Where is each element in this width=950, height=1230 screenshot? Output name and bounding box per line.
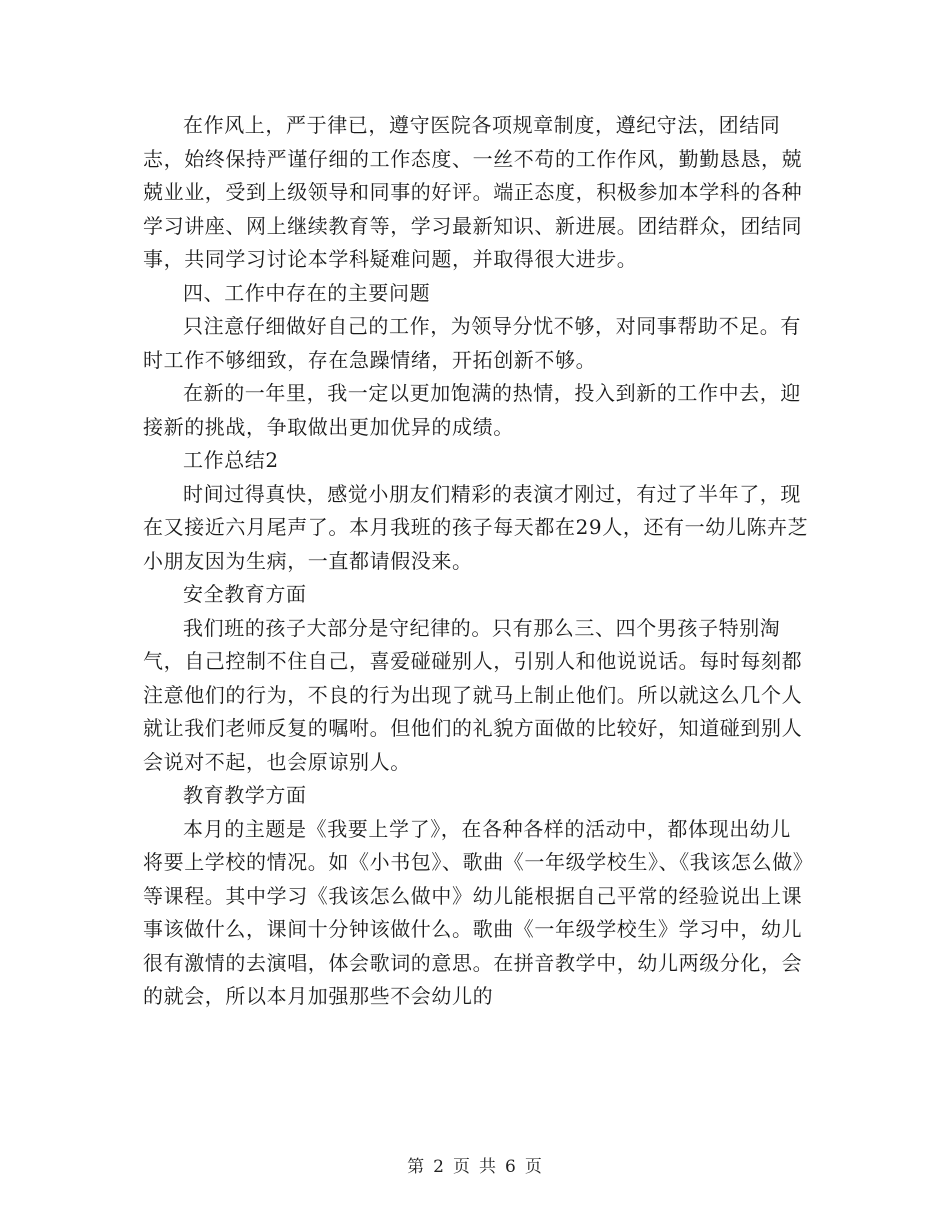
footer-current-page: 2: [433, 1157, 445, 1177]
section-heading-main-problems: 四、工作中存在的主要问题: [183, 280, 431, 305]
section-heading-safety-education: 安全教育方面: [183, 582, 307, 606]
footer-total-word: 共: [479, 1157, 497, 1177]
document-body: [143, 109, 809, 1014]
section-heading-teaching: 教育教学方面: [183, 783, 307, 807]
section-heading-work-summary-2: 工作总结2: [183, 448, 279, 472]
page-footer: [0, 1152, 950, 1177]
paragraph-problems: 只注意仔细做好自己的工作，为领导分忧不够，对同事帮助不足。有时工作不够细致，存在急躁情绪，开拓创新不够。: [143, 314, 801, 372]
paragraph-time-flies: 时间过得真快，感觉小朋友们精彩的表演才刚过，有过了半年了，现在又接近六月尾声了。本月我班的孩子每天都在29人，还有一幼儿陈卉芝小朋友因为生病，一直都请假没来。: [143, 481, 809, 573]
footer-total-pages: 6: [505, 1157, 517, 1177]
paragraph-safety: 我们班的孩子大部分是守纪律的。只有那么三、四个男孩子特别淘气，自己控制不住自己，喜爱碰碰别人，引别人和他说说话。每时每刻都注意他们的行为，不良的行为出现了就马上制止他们。所以就这么几个人就让我们老师反复的嘱咐。但他们的礼貌方面做的比较好，知道碰到别人会说对不起，也会原谅别人。: [143, 615, 803, 774]
footer-page-word: 页: [453, 1157, 471, 1177]
footer-prefix: 第: [407, 1157, 426, 1177]
footer-suffix: 页: [524, 1157, 543, 1177]
paragraph-new-year: 在新的一年里，我一定以更加饱满的热情，投入到新的工作中去，迎接新的挑战，争取做出更加优异的成绩。: [143, 381, 801, 439]
paragraph-teaching: 本月的主题是《我要上学了》，在各种各样的活动中，都体现出幼儿将要上学校的情况。如《小书包》、歌曲《一年级学校生》、《我该怎么做》等课程。其中学习《我该怎么做中》幼儿能根据自己平常的经验说出上课事该做什么，课间十分钟该做什么。歌曲《一年级学校生》学习中，幼儿很有激情的去演唱，体会歌词的意思。在拼音教学中，幼儿两级分化，会的就会，所以本月加强那些不会幼儿的: [143, 816, 804, 1008]
paragraph-work-style: 在作风上，严于律已，遵守医院各项规章制度，遵纪守法，团结同志，始终保持严谨仔细的工作态度、一丝不苟的工作作风，勤勤恳恳，兢兢业业，受到上级领导和同事的好评。端正态度，积极参加本学科的各种学习讲座、网上继续教育等，学习最新知识、新进展。团结群众，团结同事，共同学习讨论本学科疑难问题，并取得很大进步。: [143, 113, 803, 271]
